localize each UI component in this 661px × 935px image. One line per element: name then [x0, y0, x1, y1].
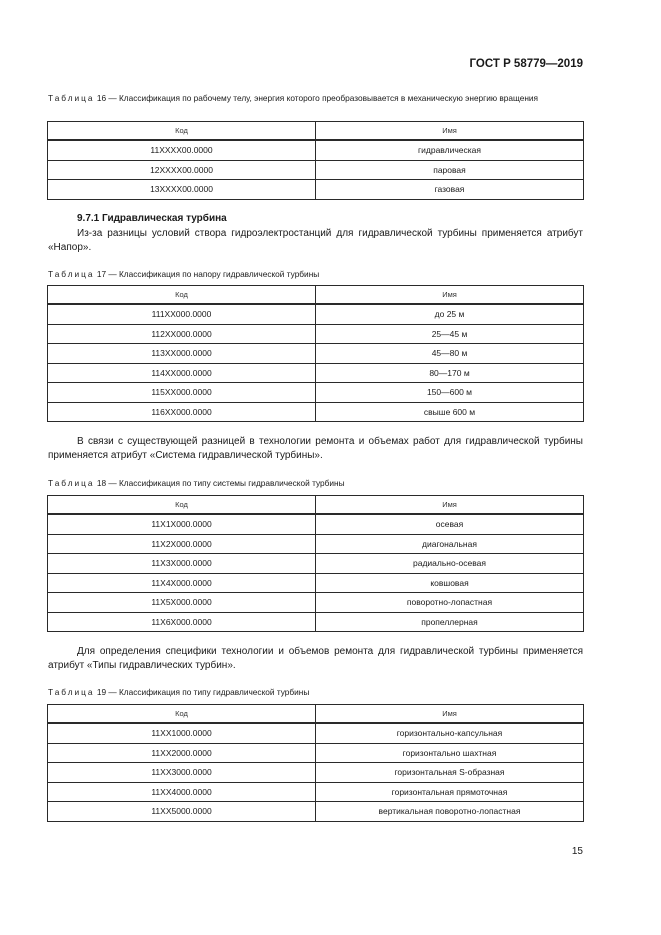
section-heading: 9.7.1 Гидравлическая турбина	[77, 213, 227, 224]
table-row	[48, 304, 584, 324]
table-row	[48, 324, 584, 344]
code-cell: 11XX4000.0000	[48, 782, 316, 802]
caption-text: 16 — Классификация по рабочему телу, энергия которого преобразовывается в механическую энергию вращения	[94, 93, 539, 103]
name-cell: вертикальная поворотно-лопастная	[316, 802, 584, 822]
code-cell: 111XX000.0000	[48, 304, 316, 324]
paragraph-1: Из-за разницы условий створа гидроэлектростанций для гидравлической турбины применяется атрибут «Напор».	[48, 228, 583, 253]
code-cell: 11X6X000.0000	[48, 612, 316, 632]
column-header-code: Код	[48, 286, 316, 305]
name-cell: осевая	[316, 514, 584, 534]
caption-prefix: Таблица	[48, 269, 95, 279]
table-header-row	[48, 705, 584, 724]
table-row	[48, 383, 584, 403]
caption-text: 18 — Классификация по типу системы гидравлической турбины	[94, 478, 345, 488]
code-cell: 11XXXX00.0000	[48, 140, 316, 160]
code-cell: 116XX000.0000	[48, 402, 316, 422]
table-header-row	[48, 122, 584, 141]
name-cell: паровая	[316, 160, 584, 180]
code-cell: 112XX000.0000	[48, 324, 316, 344]
table-header-row	[48, 286, 584, 305]
name-cell: горизонтальная S-образная	[316, 763, 584, 783]
code-cell: 114XX000.0000	[48, 363, 316, 383]
table-row	[48, 593, 584, 613]
table-row	[48, 344, 584, 364]
page-number: 15	[571, 846, 583, 857]
table19-caption	[48, 686, 583, 698]
caption-prefix: Таблица	[48, 687, 95, 697]
table17-caption	[48, 268, 583, 280]
name-cell: горизонтальная прямоточная	[316, 782, 584, 802]
name-cell: свыше 600 м	[316, 402, 584, 422]
code-cell: 11X5X000.0000	[48, 593, 316, 613]
name-cell: радиально-осевая	[316, 554, 584, 574]
code-cell: 11X1X000.0000	[48, 514, 316, 534]
code-cell: 115XX000.0000	[48, 383, 316, 403]
column-header-name: Имя	[316, 705, 584, 724]
name-cell: до 25 м	[316, 304, 584, 324]
name-cell: пропеллерная	[316, 612, 584, 632]
code-cell: 11XX3000.0000	[48, 763, 316, 783]
caption-text: 17 — Классификация по напору гидравлической турбины	[94, 269, 320, 279]
caption-prefix: Таблица	[48, 93, 95, 103]
table-row	[48, 514, 584, 534]
name-cell: горизонтально шахтная	[316, 743, 584, 763]
table-row	[48, 180, 584, 200]
table-header-row	[48, 496, 584, 515]
table16	[47, 121, 584, 200]
code-cell: 12XXXX00.0000	[48, 160, 316, 180]
name-cell: газовая	[316, 180, 584, 200]
column-header-code: Код	[48, 496, 316, 515]
table-row	[48, 534, 584, 554]
column-header-name: Имя	[316, 122, 584, 141]
table-row	[48, 612, 584, 632]
caption-text: 19 — Классификация по типу гидравлической турбины	[94, 687, 310, 697]
table16-caption	[48, 92, 583, 104]
code-cell: 11XX5000.0000	[48, 802, 316, 822]
table17	[47, 285, 584, 422]
table-row	[48, 573, 584, 593]
code-cell: 113XX000.0000	[48, 344, 316, 364]
caption-prefix: Таблица	[48, 478, 95, 488]
table-row	[48, 140, 584, 160]
standard-number: ГОСТ Р 58779—2019	[469, 58, 583, 70]
name-cell: ковшовая	[316, 573, 584, 593]
name-cell: диагональная	[316, 534, 584, 554]
table-row	[48, 763, 584, 783]
code-cell: 13XXXX00.0000	[48, 180, 316, 200]
code-cell: 11X4X000.0000	[48, 573, 316, 593]
table-row	[48, 802, 584, 822]
name-cell: 150—600 м	[316, 383, 584, 403]
name-cell: поворотно-лопастная	[316, 593, 584, 613]
paragraph-2: В связи с существующей разницей в технологии ремонта и объемах работ для гидравлической турбины применяется атрибут «Система гидравлической турбины».	[48, 436, 583, 461]
table-row	[48, 554, 584, 574]
column-header-code: Код	[48, 122, 316, 141]
code-cell: 11X3X000.0000	[48, 554, 316, 574]
table18	[47, 495, 584, 632]
code-cell: 11X2X000.0000	[48, 534, 316, 554]
name-cell: 80—170 м	[316, 363, 584, 383]
table-row	[48, 160, 584, 180]
table-row	[48, 363, 584, 383]
column-header-code: Код	[48, 705, 316, 724]
table-row	[48, 743, 584, 763]
column-header-name: Имя	[316, 286, 584, 305]
name-cell: гидравлическая	[316, 140, 584, 160]
table-row	[48, 402, 584, 422]
table-row	[48, 782, 584, 802]
paragraph-3: Для определения специфики технологии и объемов ремонта для гидравлической турбины применяется атрибут «Типы гидравлических турбин».	[48, 646, 583, 671]
code-cell: 11XX2000.0000	[48, 743, 316, 763]
name-cell: 45—80 м	[316, 344, 584, 364]
column-header-name: Имя	[316, 496, 584, 515]
name-cell: 25—45 м	[316, 324, 584, 344]
name-cell: горизонтально-капсульная	[316, 723, 584, 743]
table-row	[48, 723, 584, 743]
code-cell: 11XX1000.0000	[48, 723, 316, 743]
table18-caption	[48, 477, 583, 489]
table19	[47, 704, 584, 822]
